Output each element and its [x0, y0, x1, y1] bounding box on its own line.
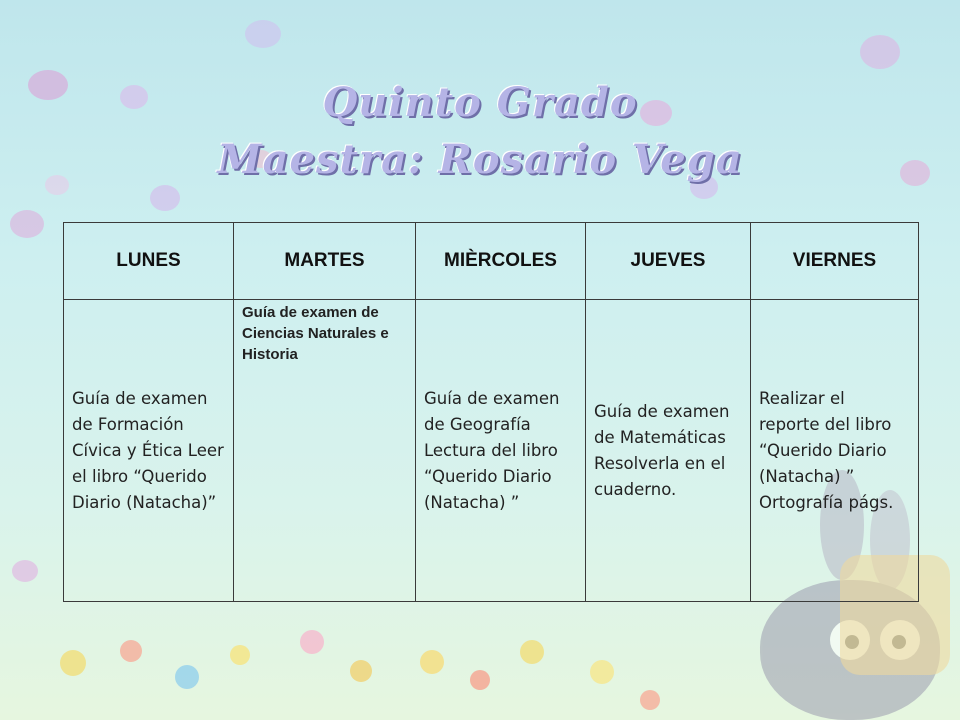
- butterfly-decoration: [12, 560, 38, 582]
- cell-miercoles: Guía de examen de Geografía Lectura del libro “Querido Diario (Natacha) ”: [416, 300, 586, 602]
- flower-decoration: [590, 660, 614, 684]
- header-martes: MARTES: [234, 223, 416, 300]
- flower-decoration: [175, 665, 199, 689]
- header-lunes: LUNES: [64, 223, 234, 300]
- flower-decoration: [470, 670, 490, 690]
- table-row: [64, 300, 919, 602]
- header-miercoles: MIÈRCOLES: [416, 223, 586, 300]
- flower-decoration: [230, 645, 250, 665]
- header-jueves: JUEVES: [586, 223, 751, 300]
- flower-decoration: [640, 690, 660, 710]
- flower-decoration: [60, 650, 86, 676]
- cell-martes: Guía de examen de Ciencias Naturales e Historia: [234, 300, 416, 602]
- cell-jueves: Guía de examen de Matemáticas Resolverla en el cuaderno.: [586, 300, 751, 602]
- flower-decoration: [350, 660, 372, 682]
- flower-decoration: [520, 640, 544, 664]
- cell-lunes: Guía de examen de Formación Cívica y Ética Leer el libro “Querido Diario (Natacha)”: [64, 300, 234, 602]
- flower-decoration: [300, 630, 324, 654]
- flower-decoration: [120, 640, 142, 662]
- page-title: [0, 78, 960, 192]
- cell-viernes: Realizar el reporte del libro “Querido Diario (Natacha) ” Ortografía págs.: [751, 300, 919, 602]
- table-header-row: [64, 223, 919, 300]
- title-teacher: Maestra: Rosario Vega: [217, 136, 743, 183]
- title-grade: Quinto Grado: [322, 79, 638, 126]
- weekly-schedule-table: [63, 222, 919, 602]
- butterfly-decoration: [10, 210, 44, 238]
- butterfly-decoration: [860, 35, 900, 69]
- flower-decoration: [420, 650, 444, 674]
- header-viernes: VIERNES: [751, 223, 919, 300]
- butterfly-decoration: [245, 20, 281, 48]
